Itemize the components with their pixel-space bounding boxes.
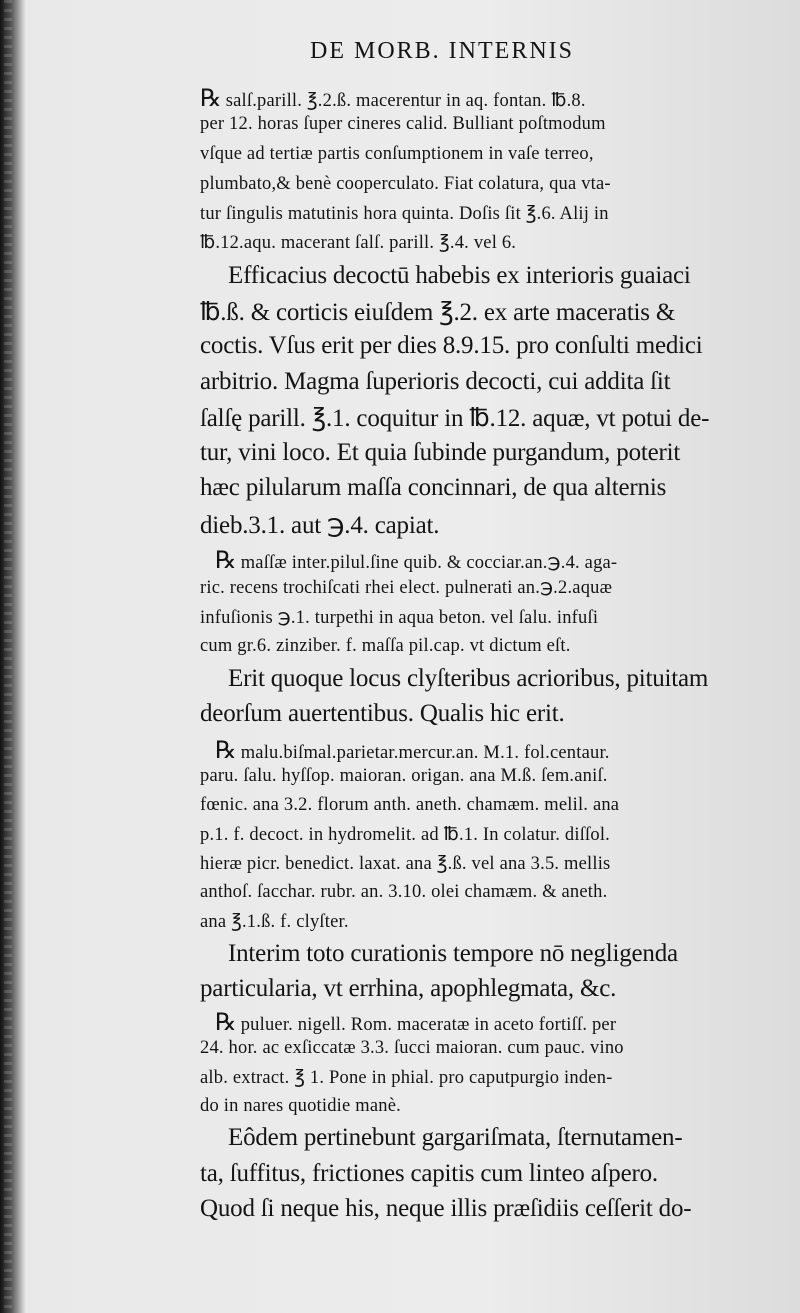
text-line: deorſum auertentibus. Qualis hic erit. (200, 700, 565, 727)
text-line: Efficacius decoctū habebis ex interioris guaiaci (228, 262, 691, 289)
text-line: anthoſ. ſacchar. rubr. an. 3.10. olei chamæm. & aneth. (200, 882, 608, 902)
text-line: p.1. f. decoct. in hydromelit. ad ℔.1. In colatur. diſſol. (200, 825, 611, 845)
text-line: tur ſingulis matutinis hora quinta. Doſis ſit ℥.6. Alij in (200, 204, 609, 224)
text-line: dieb.3.1. aut ℈.4. capiat. (200, 512, 440, 539)
text-line: arbitrio. Magma ſuperioris decocti, cui addita ſit (200, 368, 671, 395)
text-line: ℔.12.aqu. macerant ſalſ. parill. ℥.4. vel 6. (200, 233, 517, 253)
line-text: maſſæ inter.pilul.ſine quib. & cocciar.an.℈.4. aga- (240, 553, 618, 573)
text-line: coctis. Vſus erit per dies 8.9.15. pro conſulti medici (200, 332, 703, 359)
text-line: per 12. horas ſuper cineres calid. Bulliant poſtmodum (200, 114, 606, 134)
text-line: fœnic. ana 3.2. florum anth. aneth. chamæm. melil. ana (200, 795, 620, 815)
text-line: Eôdem pertinebunt gargariſmata, ſternutamen- (228, 1124, 683, 1151)
recipe-symbol: ℞ (215, 1010, 237, 1036)
text-line: ric. recens trochiſcati rhei elect. pulnerati an.℈.2.aquæ (200, 578, 613, 598)
text-line: plumbato,& benè cooperculato. Fiat colatura, qua vta- (200, 174, 611, 194)
text-line (215, 1008, 616, 1037)
text-line (215, 736, 610, 765)
text-line: hæc pilularum maſſa concinnari, de qua alternis (200, 474, 667, 501)
recipe-symbol: ℞ (215, 548, 237, 574)
text-line: Interim toto curationis tempore nō negligenda (228, 940, 678, 967)
text-line (200, 84, 586, 113)
text-line: particularia, vt errhina, apophlegmata, &c. (200, 975, 617, 1002)
text-line: do in nares quotidie manè. (200, 1096, 401, 1116)
text-line: Quod ſi neque his, neque illis præſidiis ceſſerit do- (200, 1195, 692, 1222)
text-line: 24. hor. ac exſiccatæ 3.3. ſucci maioran. cum pauc. vino (200, 1038, 624, 1058)
text-line: paru. ſalu. hyſſop. maioran. origan. ana M.ß. ſem.aniſ. (200, 766, 608, 786)
recipe-symbol: ℞ (200, 86, 222, 112)
recipe-symbol: ℞ (215, 738, 237, 764)
text-line: infuſionis ℈.1. turpethi in aqua beton. vel ſalu. infuſi (200, 608, 599, 628)
text-line: cum gr.6. zinziber. f. maſſa pil.cap. vt dictum eſt. (200, 636, 571, 656)
text-line: ana ℥.1.ß. f. clyſter. (200, 912, 349, 932)
line-text: puluer. nigell. Rom. maceratæ in aceto fortiſſ. per (240, 1015, 617, 1035)
line-text: malu.biſmal.parietar.mercur.an. M.1. fol.centaur. (240, 743, 610, 763)
text-line (215, 546, 617, 575)
text-line: ℔.ß. & corticis eiuſdem ℥.2. ex arte maceratis & (200, 299, 676, 326)
text-line: hieræ picr. benedict. laxat. ana ℥.ß. vel ana 3.5. mellis (200, 854, 611, 874)
text-line: ta, ſuffitus, frictiones capitis cum linteo aſpero. (200, 1160, 658, 1187)
text-line: ſalſę parill. ℥.1. coquitur in ℔.12. aquæ, vt potui de- (200, 405, 710, 432)
text-line: vſque ad tertiæ partis conſumptionem in vaſe terreo, (200, 144, 594, 164)
line-text: salſ.parill. ℥.2.ß. macerentur in aq. fontan. ℔.8. (225, 91, 586, 111)
text-line: alb. extract. ℥ 1. Pone in phial. pro caputpurgio inden- (200, 1068, 613, 1088)
running-head: DE MORB. INTERNIS (310, 38, 575, 64)
text-line: Erit quoque locus clyſteribus acrioribus, pituitam (228, 665, 709, 692)
text-line: tur, vini loco. Et quia ſubinde purgandum, poterit (200, 439, 681, 466)
